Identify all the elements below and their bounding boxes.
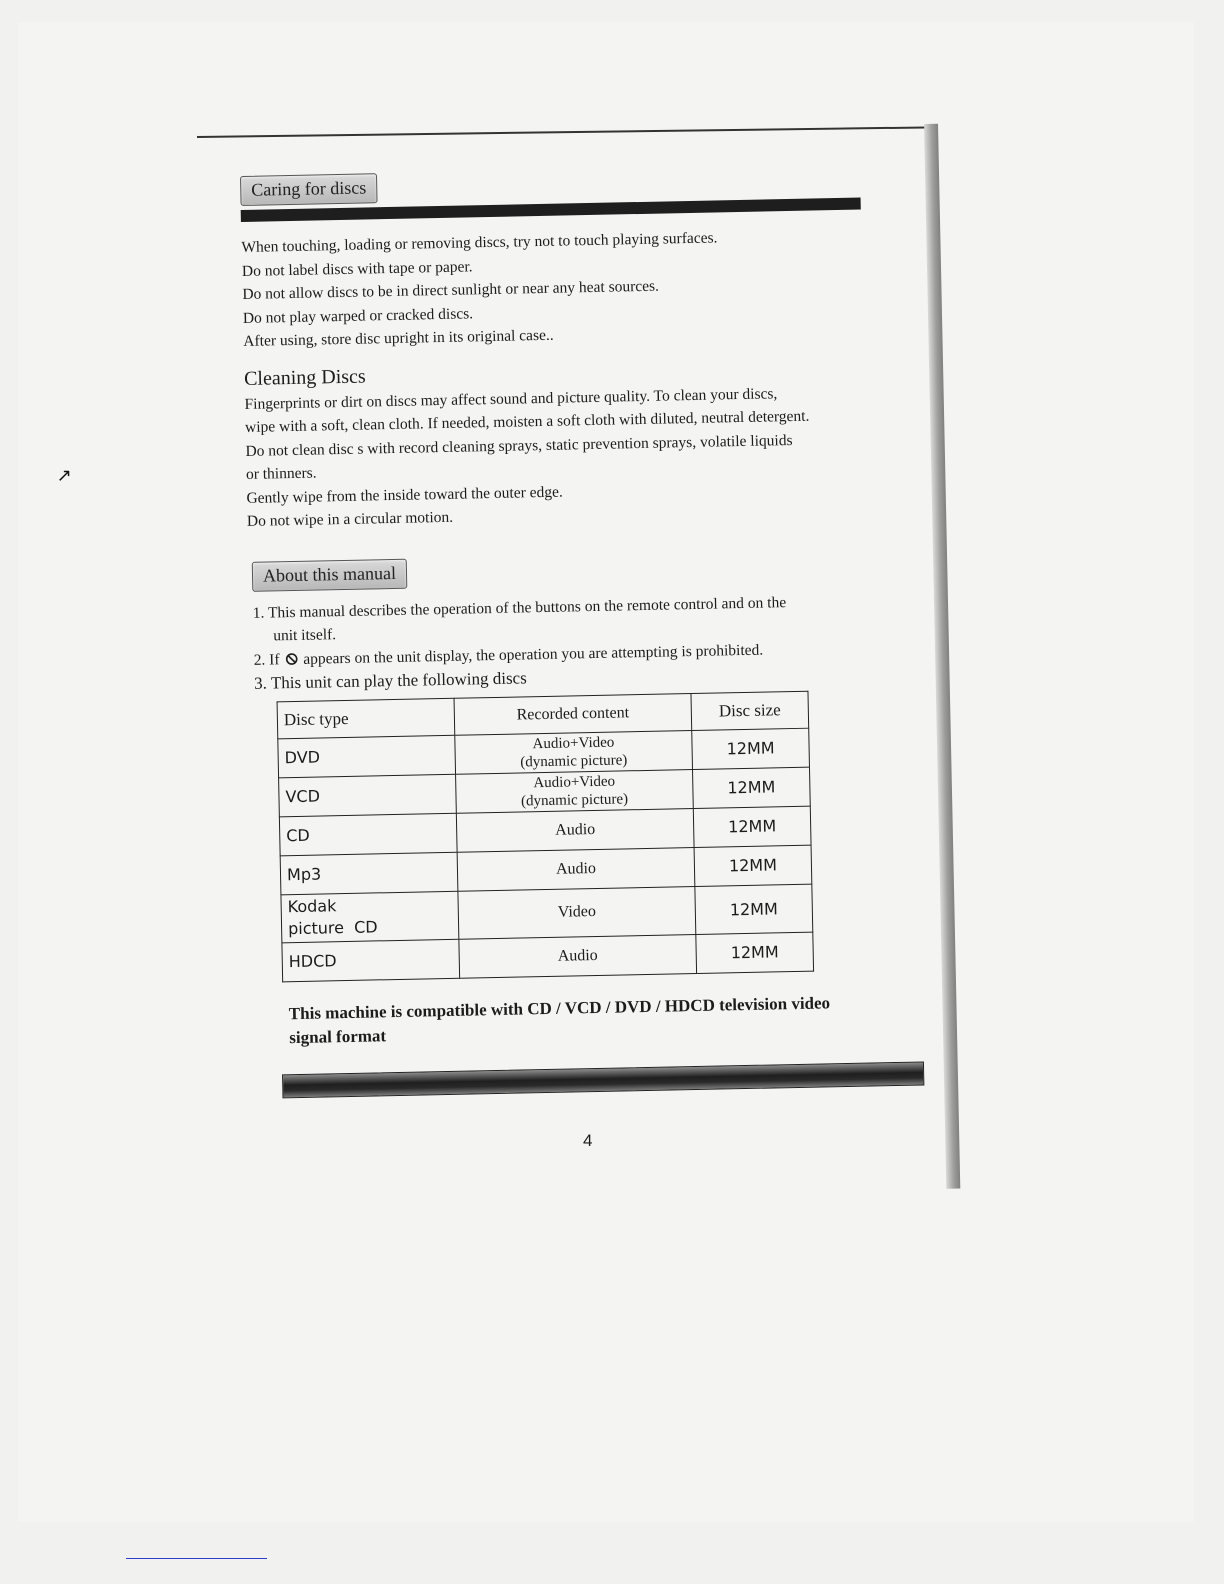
cell-disc-size: 12MM xyxy=(692,767,810,808)
prohibited-icon xyxy=(285,652,297,664)
caring-section-label: Caring for discs xyxy=(240,173,378,206)
caring-line: Do not allow discs to be in direct sunlight or near any heat sources. xyxy=(242,277,660,303)
about-item-3: 3. This unit can play the following discs xyxy=(253,668,527,693)
cell-disc-size: 12MM xyxy=(694,845,812,886)
cell-disc-size: 12MM xyxy=(695,884,813,934)
about-list xyxy=(253,588,931,696)
cleaning-line: Do not wipe in a circular motion. xyxy=(246,508,454,530)
about-item-1-cont: unit itself. xyxy=(273,626,337,645)
content-line: (dynamic picture) xyxy=(520,790,629,809)
content-line: Audio+Video xyxy=(532,734,615,752)
header-recorded-content: Recorded content xyxy=(454,693,692,735)
about-section-label: About this manual xyxy=(252,558,408,591)
type-line: Kodak xyxy=(287,896,337,917)
caring-line: After using, store disc upright in its original case.. xyxy=(243,326,554,350)
caring-section xyxy=(240,162,923,353)
cell-recorded-content xyxy=(455,730,693,774)
compatibility-note: This machine is compatible with CD / VCD / DVD / HDCD television video signal format xyxy=(288,992,831,1047)
cell-disc-size: 12MM xyxy=(692,728,810,769)
header-disc-size: Disc size xyxy=(691,691,809,730)
caring-line: Do not play warped or cracked discs. xyxy=(242,304,474,327)
stray-pen-mark: ↑ xyxy=(50,463,77,490)
cell-disc-type: VCD xyxy=(279,774,457,817)
about-section xyxy=(252,548,939,1098)
cell-disc-type: DVD xyxy=(278,735,456,778)
bottom-link-line xyxy=(126,1558,267,1559)
caring-line: When touching, loading or removing discs, try not to touch playing surfaces. xyxy=(241,229,718,256)
about-item-1: 1. This manual describes the operation of the buttons on the remote control and on the xyxy=(252,593,787,622)
cell-disc-size: 12MM xyxy=(696,932,814,973)
cell-disc-type xyxy=(281,891,459,943)
type-line: picture CD xyxy=(287,917,378,939)
cleaning-line: Do not clean disc s with record cleaning sprays, static prevention sprays, volatile liquids xyxy=(245,431,793,460)
cell-disc-type: Mp3 xyxy=(280,852,458,895)
content-line: Audio+Video xyxy=(533,773,616,791)
cleaning-line: or thinners. xyxy=(245,464,317,483)
page-number: 4 xyxy=(583,1131,593,1150)
cell-disc-size: 12MM xyxy=(693,806,811,847)
cell-recorded-content: Audio xyxy=(457,847,695,891)
cell-recorded-content: Video xyxy=(458,886,696,939)
cell-disc-type: CD xyxy=(279,813,457,856)
cell-disc-type: HDCD xyxy=(282,939,460,982)
about-item-2-prefix: 2. If xyxy=(253,650,280,669)
cleaning-title: Cleaning Discs xyxy=(243,365,366,390)
manual-page-content xyxy=(240,162,938,1098)
cell-recorded-content: Audio xyxy=(456,808,694,852)
cell-recorded-content: Audio xyxy=(459,934,697,978)
cleaning-line: Gently wipe from the inside toward the outer edge. xyxy=(246,483,563,507)
content-line: (dynamic picture) xyxy=(520,751,628,770)
about-item-2-suffix: appears on the unit display, the operation you are attempting is prohibited. xyxy=(303,641,764,668)
cleaning-line: wipe with a soft, clean cloth. If needed, moisten a soft cloth with diluted, neutral detergent. xyxy=(244,407,810,436)
cleaning-section xyxy=(244,354,927,534)
cell-recorded-content xyxy=(456,769,694,813)
disc-table xyxy=(277,690,815,982)
header-disc-type: Disc type xyxy=(277,698,455,739)
caring-line: Do not label discs with tape or paper. xyxy=(241,257,473,280)
cleaning-line: Fingerprints or dirt on discs may affect sound and picture quality. To clean your discs, xyxy=(244,384,778,413)
